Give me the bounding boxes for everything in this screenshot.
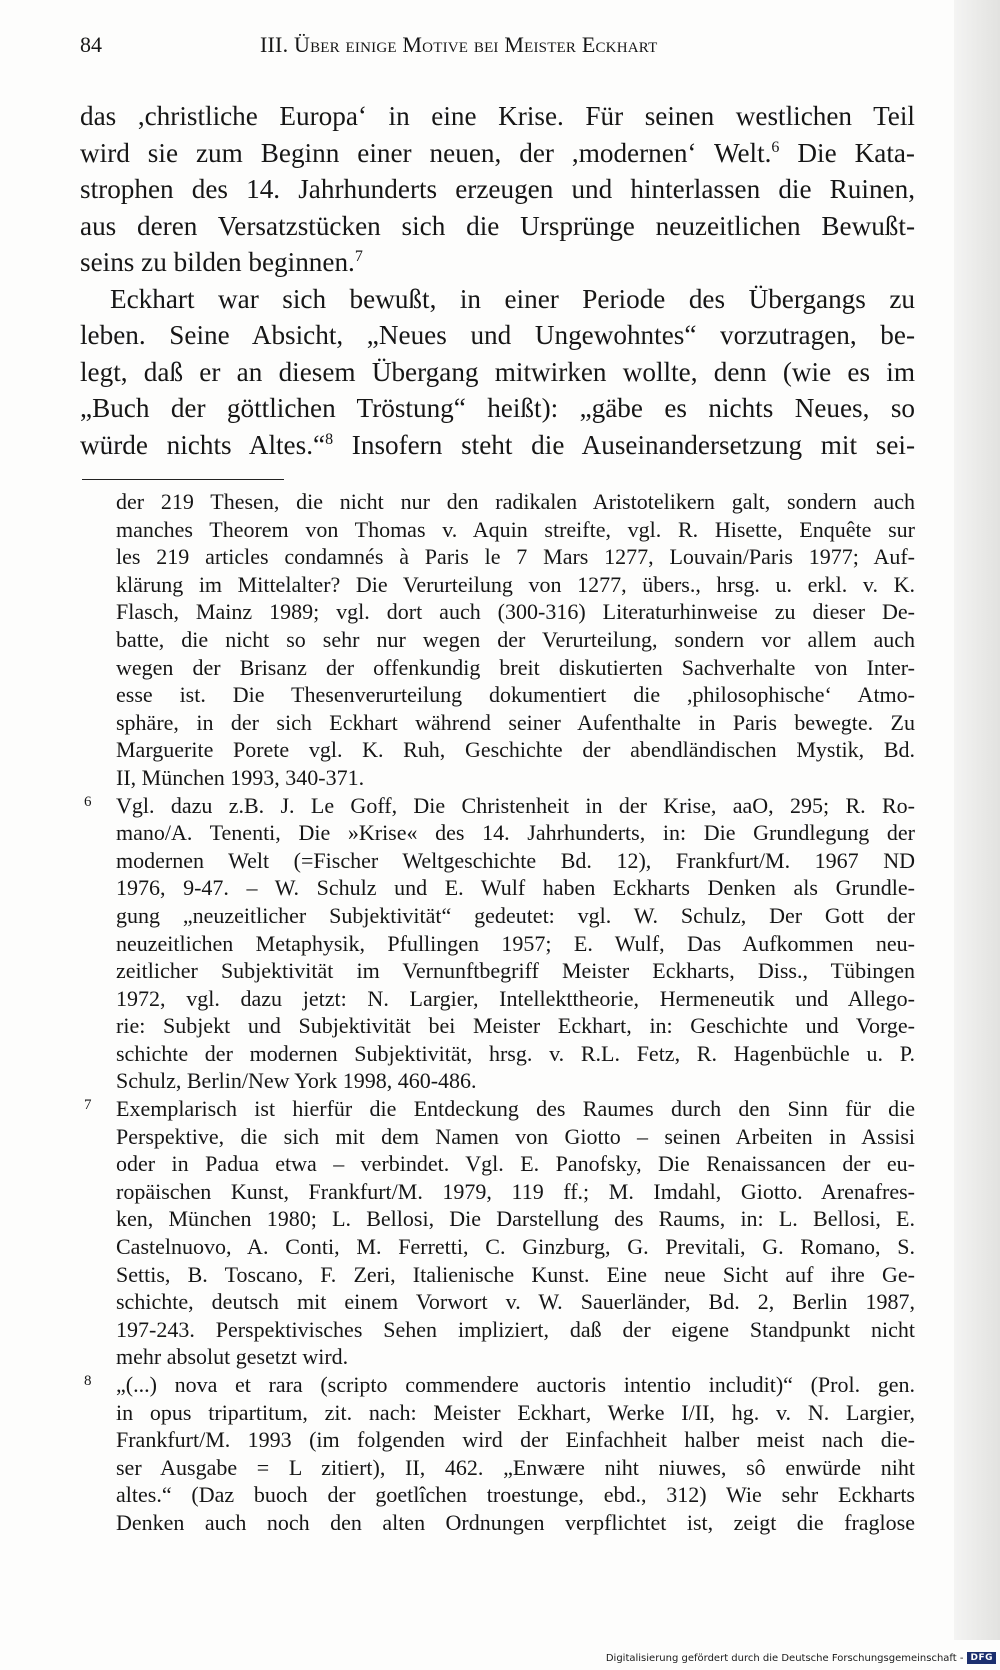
digitization-footer <box>606 1648 996 1668</box>
footnote-line: Denken auch noch den alten Ordnungen verpflichtet ist, zeigt die fraglose <box>116 1509 915 1535</box>
footnote-line: Marguerite Porete vgl. K. Ruh, Geschichte der abendländischen Mystik, Bd. <box>116 737 915 763</box>
footnote-line: batte, die nicht so sehr nur wegen der Verurteilung, sondern vor allem auch <box>116 626 915 652</box>
footnote-line: „(...) nova et rara (scripto commendere auctoris intentio includit)“ (Prol. gen. <box>116 1372 915 1397</box>
footnote-line: Castelnuovo, A. Conti, M. Ferretti, C. Ginzburg, G. Previtali, G. Romano, S. <box>116 1234 915 1260</box>
footnote-line: sphäre, in der sich Eckhart während seiner Aufenthalte in Paris bewegte. Zu <box>116 709 915 735</box>
footnote-line: neuzeitlichen Metaphysik, Pfullingen 1957; E. Wulf, Das Aufkommen neu- <box>116 930 915 956</box>
text-line: Eckhart war sich bewußt, in einer Periode des Übergangs zu <box>110 283 915 314</box>
footnotes <box>80 488 915 1537</box>
footnote-line: mehr absolut gesetzt wird. <box>116 1344 349 1370</box>
footnote-line: esse ist. Die Thesenverurteilung dokumentiert die ,philosophische‘ Atmo- <box>116 682 915 708</box>
footnote-ref-7[interactable]: 7 <box>354 248 363 265</box>
footnote-line: rie: Subjekt und Subjektivität bei Meister Eckhart, in: Geschichte und Vorge- <box>116 1013 915 1039</box>
footnote-line: Vgl. dazu z.B. J. Le Goff, Die Christenheit in der Krise, aaO, 295; R. Ro- <box>116 792 915 818</box>
footnote-line: gung „neuzeitlicher Subjektivität“ gedeutet: vgl. W. Schulz, Der Gott der <box>116 902 915 928</box>
footnote-line: ropäischen Kunst, Frankfurt/M. 1979, 119 ff.; M. Imdahl, Giotto. Arenafres- <box>116 1178 915 1204</box>
text-line: wird sie zum Beginn einer neuen, der ,modernen‘ Welt.$^6$ Die Kata- <box>80 137 915 168</box>
page-number: 84 <box>80 32 102 57</box>
footnote-8 <box>80 1371 915 1537</box>
text-line: seins zu bilden beginnen.$^7$ <box>80 247 363 277</box>
footnote-line: wegen der Brisanz der offenkundig breit diskutierten Sachverhalte von Inter- <box>116 654 915 680</box>
footnote-line: 197-243. Perspektivisches Sehen impliziert, daß der eigene Standpunkt nicht <box>116 1316 915 1342</box>
footnote-ref-6[interactable]: 6 <box>771 138 780 156</box>
footnote-line: ken, München 1980; L. Bellosi, Die Darstellung des Raums, in: L. Bellosi, E. <box>116 1206 915 1232</box>
page-edge-shadow <box>954 0 1000 1640</box>
footnote-line: 1972, vgl. dazu jetzt: N. Largier, Intellekttheorie, Hermeneutik und Allego- <box>116 985 915 1011</box>
text-line: legt, daß er an diesem Übergang mitwirken wollte, denn (wie es im <box>80 356 915 387</box>
footnote-line: zeitlicher Subjektivität im Vernunftbegriff Meister Eckharts, Diss., Tübingen <box>116 958 915 984</box>
footnote-line: schichte, deutsch mit einem Vorwort v. W. Sauerländer, Bd. 2, Berlin 1987, <box>116 1289 915 1315</box>
footnote-line: schichte der modernen Subjektivität, hrsg. v. R.L. Fetz, R. Hagenbüchle u. P. <box>116 1040 915 1066</box>
footnote-line: mano/A. Tenenti, Die »Krise« des 14. Jahrhunderts, in: Die Grundlegung der <box>116 820 915 846</box>
footnote-mark: 7 <box>84 1097 92 1114</box>
footnote-line: ser Ausgabe = L zitiert), II, 462. „Enwære niht niuwes, sô enwürde niht <box>116 1454 915 1480</box>
text-line: würde nichts Altes.“$^8$ Insofern steht die Auseinandersetzung mit sei- <box>80 429 915 460</box>
text-line: strophen des 14. Jahrhunderts erzeugen und hinterlassen die Ruinen, <box>80 174 915 204</box>
footnote-line: 1976, 9-47. – W. Schulz und E. Wulf haben Eckharts Denken als Grundle- <box>116 875 915 901</box>
footnote-line: II, München 1993, 340-371. <box>116 764 365 790</box>
footnote-line: Settis, B. Toscano, F. Zeri, Italienische Kunst. Eine neue Sicht auf ihre Ge- <box>116 1261 915 1287</box>
running-head: III. Über einige Motive bei Meister Eckhart <box>260 32 658 57</box>
footnote-separator <box>82 479 284 480</box>
footnote-line: modernen Welt (=Fischer Weltgeschichte Bd. 12), Frankfurt/M. 1967 ND <box>116 847 915 873</box>
footnote-line: Perspektive, die sich mit dem Namen von Giotto – seinen Arbeiten in Assisi <box>116 1123 915 1149</box>
footnote-line: klärung im Mittelalter? Die Verurteilung von 1277, übers., hrsg. u. erkl. v. K. <box>116 571 915 597</box>
main-text <box>80 98 915 463</box>
footnote-ref-8[interactable]: 8 <box>325 430 334 448</box>
funding-note: Digitalisierung gefördert durch die Deutsche Forschungsgemeinschaft - <box>605 1652 964 1664</box>
footnote-mark: 6 <box>84 793 92 810</box>
footnote-line: altes.“ (Daz buoch der goetlîchen troestunge, ebd., 312) Wie sehr Eckharts <box>116 1482 915 1508</box>
text-line: das ,christliche Europa‘ in eine Krise. Für seinen westlichen Teil <box>80 101 915 131</box>
dfg-logo: DFG <box>967 1652 996 1664</box>
footnote-7 <box>80 1095 915 1371</box>
text-line: leben. Seine Absicht, „Neues und Ungewohntes“ vorzutragen, be- <box>80 320 915 350</box>
text-line: „Buch der göttlichen Tröstung“ heißt): „gäbe es nichts Neues, so <box>80 393 915 423</box>
footnote-line: Frankfurt/M. 1993 (im folgenden wird der Einfachheit halber meist nach die- <box>116 1427 915 1453</box>
footnote-line: Exemplarisch ist hierfür die Entdeckung des Raumes durch den Sinn für die <box>116 1096 915 1122</box>
footnote-line: der 219 Thesen, die nicht nur den radikalen Aristotelikern galt, sondern auch <box>116 489 915 514</box>
footnote-line: Flasch, Mainz 1989; vgl. dort auch (300-316) Literaturhinweise zu dieser De- <box>116 599 915 625</box>
footnote-line: oder in Padua etwa – verbindet. Vgl. E. Panofsky, Die Renaissancen der eu- <box>116 1151 915 1177</box>
text-line: aus deren Versatzstücken sich die Ursprünge neuzeitlichen Bewußt- <box>80 210 915 241</box>
footnote-line: Schulz, Berlin/New York 1998, 460-486. <box>116 1068 477 1094</box>
footnote-6 <box>80 792 915 1096</box>
footnote-line: in opus tripartitum, zit. nach: Meister Eckhart, Werke I/II, hg. v. N. Largier, <box>116 1399 915 1425</box>
footnote-line: les 219 articles condamnés à Paris le 7 Mars 1277, Louvain/Paris 1977; Auf- <box>116 544 915 570</box>
footnote-mark: 8 <box>84 1373 92 1389</box>
footnote-line: manches Theorem von Thomas v. Aquin streifte, vgl. R. Hisette, Enquête sur <box>116 516 915 542</box>
footnote-continued <box>80 488 915 792</box>
page-header <box>80 32 910 62</box>
